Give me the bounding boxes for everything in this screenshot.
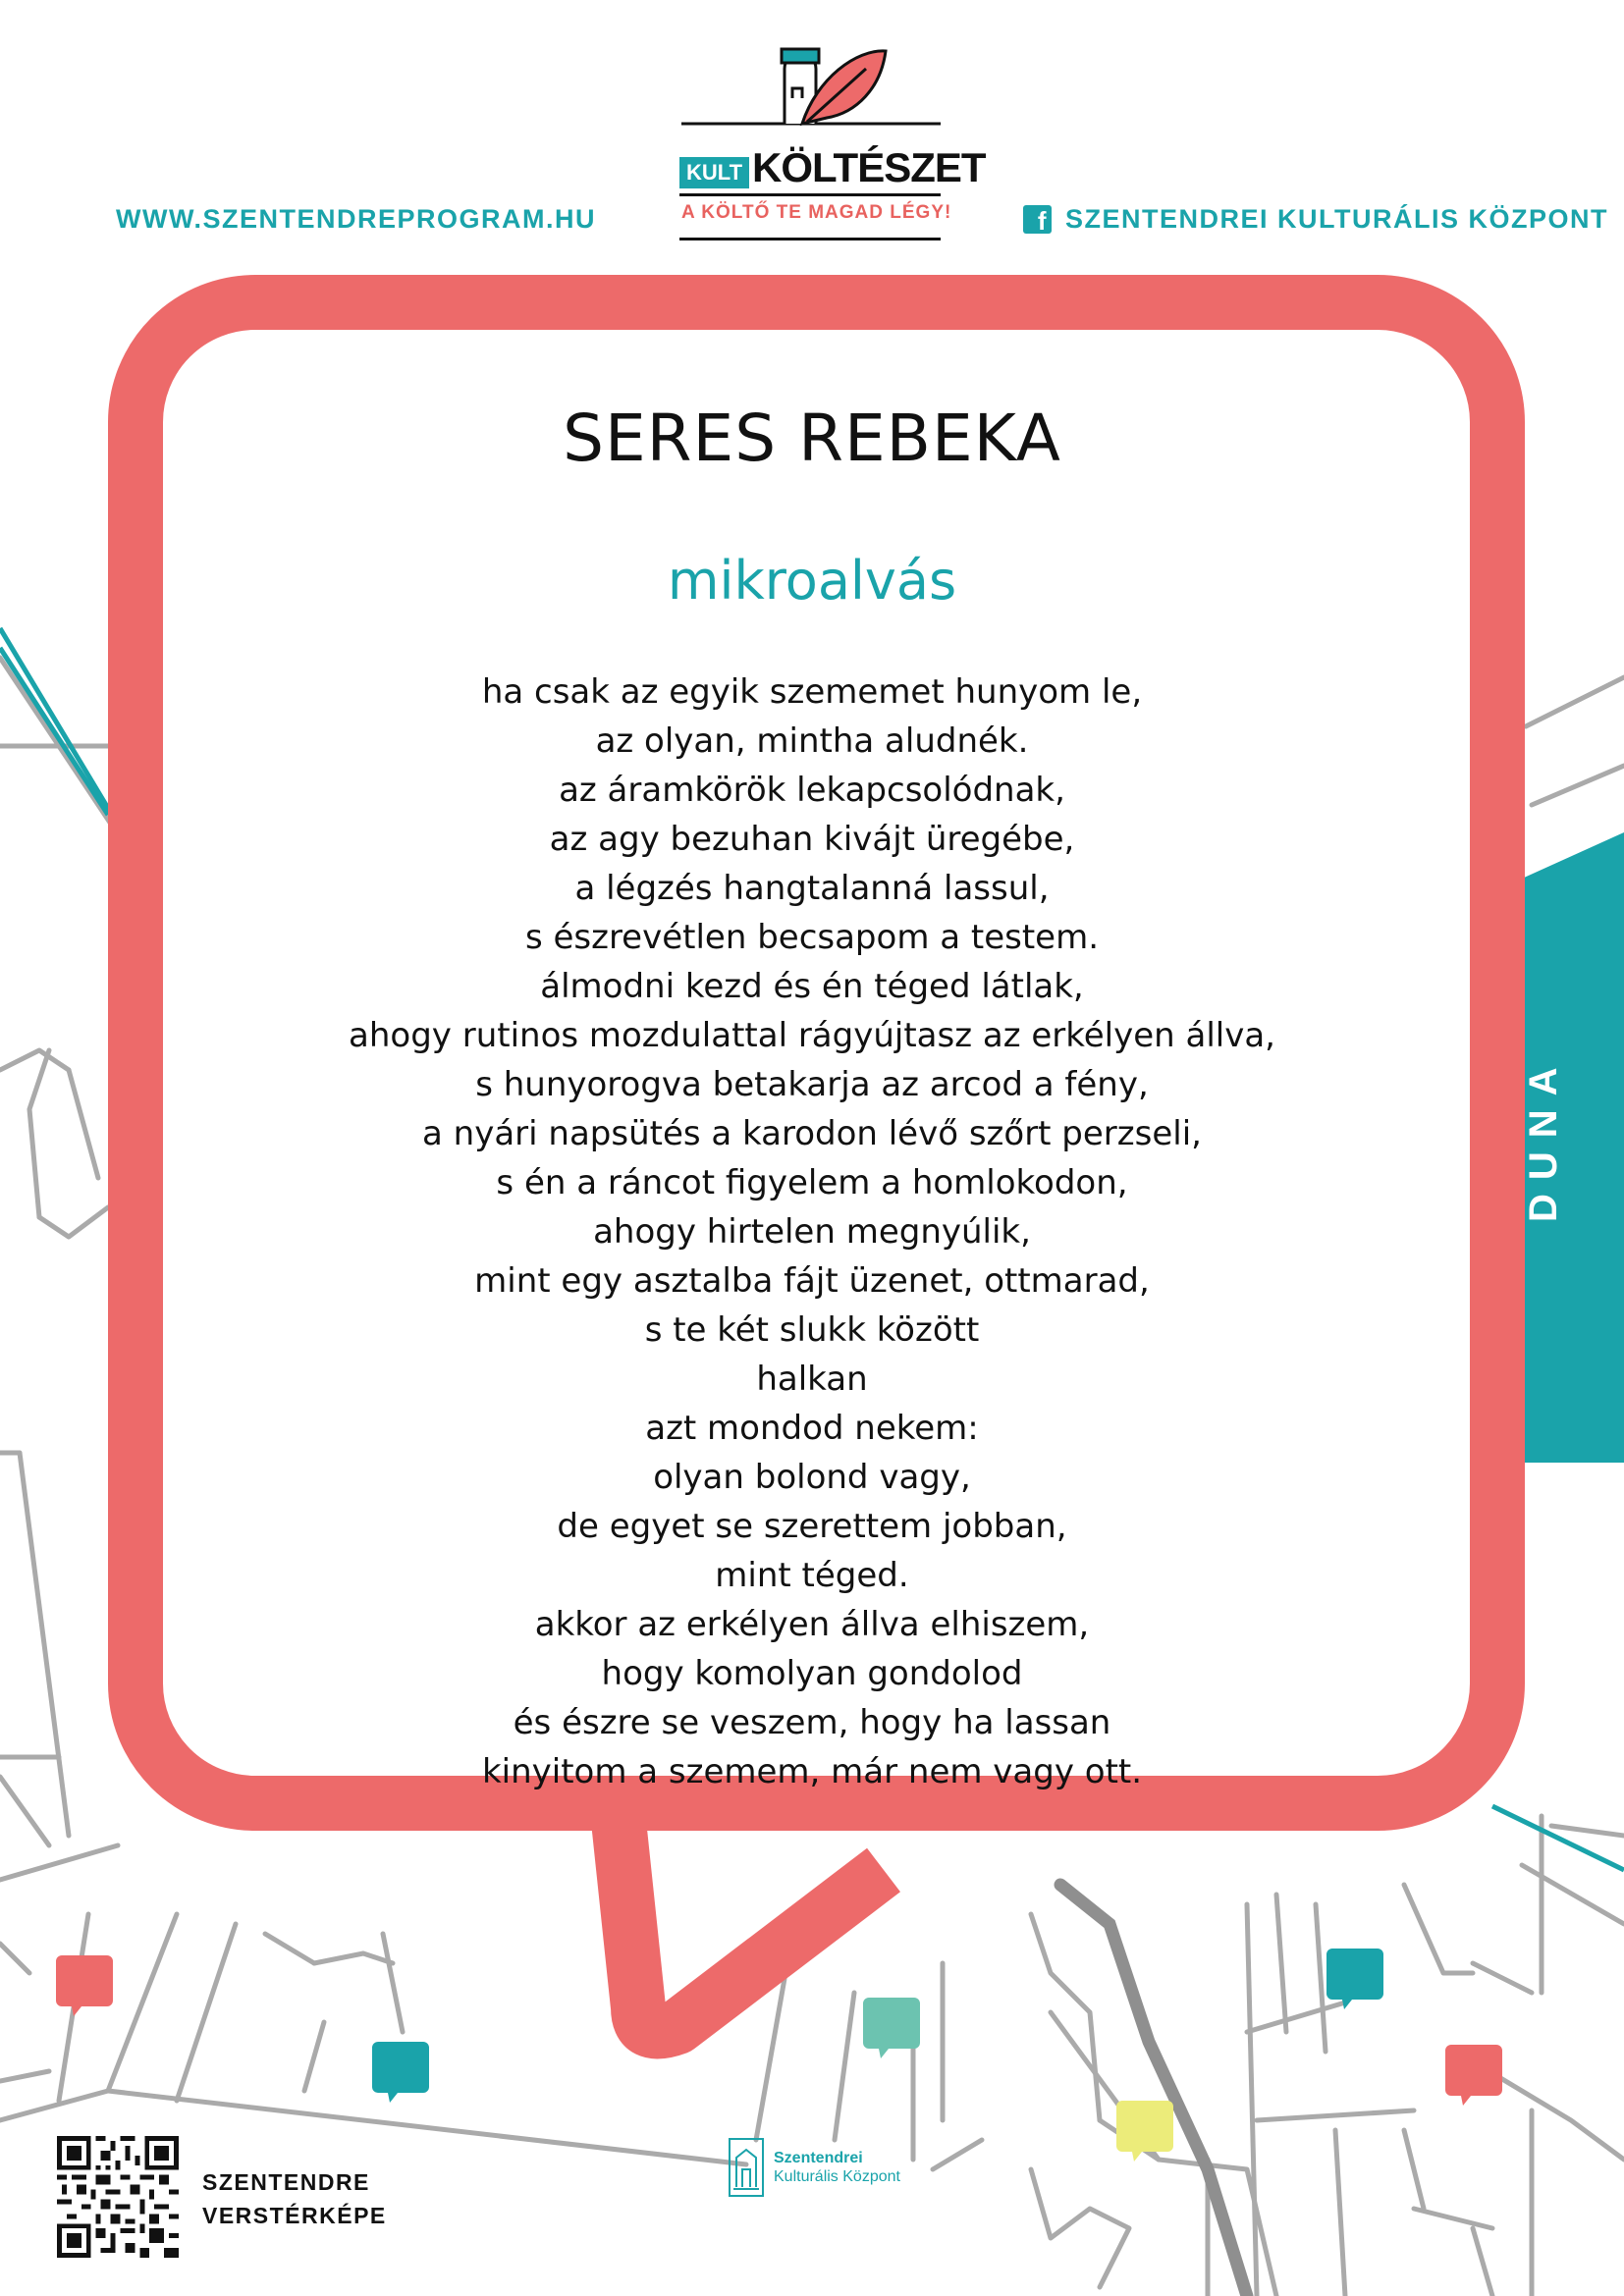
poem-title: mikroalvás — [667, 550, 957, 612]
map-marker-icon — [372, 2042, 429, 2103]
poem-line: mint téged. — [715, 1556, 909, 1595]
map-marker-icon — [56, 1955, 113, 2016]
poem-body — [196, 667, 1428, 1796]
organization-logo — [729, 2138, 900, 2197]
qr-code-icon[interactable] — [57, 2136, 179, 2258]
poem-line: ahogy rutinos mozdulattal rágyújtasz az erkélyen állva, — [349, 1016, 1275, 1055]
footer-title — [202, 2165, 387, 2232]
poem-line: hogy komolyan gondolod — [601, 1654, 1023, 1693]
poem-line: de egyet se szerettem jobban, — [557, 1507, 1067, 1546]
organization-name-line: Kulturális Központ — [774, 2168, 900, 2185]
poem-line: mint egy asztalba fájt üzenet, ottmarad, — [474, 1261, 1150, 1301]
poem-line: a légzés hangtalanná lassul, — [574, 869, 1050, 908]
logo-title: KÖLTÉSZET — [752, 144, 986, 190]
map-marker-icon — [1326, 1949, 1383, 2009]
poem-line: akkor az erkélyen állva elhiszem, — [534, 1605, 1090, 1644]
poem-line: álmodni kezd és én téged látlak, — [540, 967, 1084, 1006]
poem-line: s én a ráncot figyelem a homlokodon, — [496, 1163, 1128, 1202]
poem-line: a nyári napsütés a karodon lévő szőrt perzseli, — [422, 1114, 1202, 1153]
website-link[interactable]: WWW.SZENTENDREPROGRAM.HU — [116, 204, 596, 234]
footer-title-line: VERSTÉRKÉPE — [202, 2203, 387, 2228]
logo-kult-badge: KULT — [679, 157, 749, 188]
river-label — [1522, 1163, 1561, 1222]
poem-line: s hunyorogva betakarja az arcod a fény, — [475, 1065, 1149, 1104]
quill-tower-icon — [679, 39, 945, 147]
poem-line: az agy bezuhan kivájt üregébe, — [549, 820, 1075, 859]
organization-name-line: Szentendrei — [774, 2150, 863, 2166]
map-marker-icon — [1445, 2045, 1502, 2106]
poem-line: s észrevétlen becsapom a testem. — [524, 918, 1100, 957]
footer-title-line: SZENTENDRE — [202, 2169, 370, 2195]
poem-line: halkan — [756, 1360, 868, 1399]
poet-name: SERES REBEKA — [563, 400, 1061, 476]
poem-line: az olyan, mintha aludnék. — [595, 721, 1029, 761]
poem-line: ha csak az egyik szememet hunyom le, — [481, 672, 1143, 712]
facebook-icon: f — [1023, 205, 1052, 234]
poem-line: és észre se veszem, hogy ha lassan — [513, 1703, 1111, 1742]
poem-line: ahogy hirtelen megnyúlik, — [593, 1212, 1031, 1252]
poem-line: s te két slukk között — [644, 1310, 980, 1350]
kult-kolteszet-logo — [679, 39, 986, 245]
logo-tagline: A KÖLTŐ TE MAGAD LÉGY! — [681, 202, 952, 223]
facebook-page-label: SZENTENDREI KULTURÁLIS KÖZPONT — [1065, 204, 1608, 234]
facebook-link[interactable] — [1023, 204, 1608, 235]
building-icon — [729, 2138, 764, 2197]
poem-line: azt mondod nekem: — [645, 1409, 979, 1448]
poem-line: olyan bolond vagy, — [653, 1458, 971, 1497]
poem-line: kinyitom a szemem, már nem vagy ott. — [481, 1752, 1143, 1791]
poem-line: az áramkörök lekapcsolódnak, — [559, 771, 1065, 810]
